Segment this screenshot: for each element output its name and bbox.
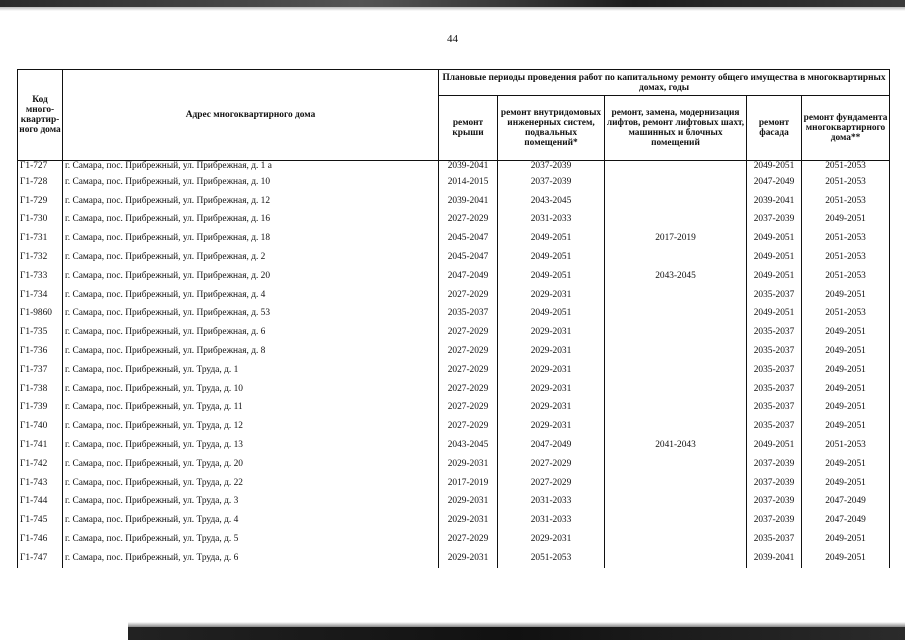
cell-code: Г1-727 <box>18 161 63 174</box>
cell-code: Г1-736 <box>18 342 63 361</box>
cell-code: Г1-734 <box>18 286 63 305</box>
cell-facade: 2037-2039 <box>747 474 802 493</box>
cell-internal-systems: 2027-2029 <box>498 455 605 474</box>
cell-address: г. Самара, пос. Прибрежный, ул. Труда, д. 3 <box>63 493 439 512</box>
cell-code: Г1-731 <box>18 229 63 248</box>
header-address: Адрес многоквартирного дома <box>63 70 439 161</box>
cell-facade: 2049-2051 <box>747 229 802 248</box>
cell-internal-systems: 2049-2051 <box>498 229 605 248</box>
cell-code: Г1-742 <box>18 455 63 474</box>
header-foundation: ремонт фундамента многоквартирного дома** <box>802 96 890 161</box>
cell-foundation: 2049-2051 <box>802 211 890 230</box>
cell-foundation: 2049-2051 <box>802 380 890 399</box>
cell-internal-systems: 2051-2053 <box>498 549 605 568</box>
cell-roof: 2017-2019 <box>439 474 498 493</box>
cell-roof: 2043-2045 <box>439 436 498 455</box>
cell-internal-systems: 2029-2031 <box>498 361 605 380</box>
cell-elevators <box>605 173 747 192</box>
cell-elevators <box>605 192 747 211</box>
table-header <box>18 70 890 161</box>
cell-code: Г1-744 <box>18 493 63 512</box>
table-row <box>18 455 890 474</box>
cell-roof: 2027-2029 <box>439 323 498 342</box>
cell-code: Г1-740 <box>18 417 63 436</box>
cell-internal-systems: 2029-2031 <box>498 530 605 549</box>
cell-roof: 2035-2037 <box>439 305 498 324</box>
cell-code: Г1-732 <box>18 248 63 267</box>
cell-foundation: 2049-2051 <box>802 549 890 568</box>
cell-internal-systems: 2027-2029 <box>498 474 605 493</box>
page-number: 44 <box>447 33 458 45</box>
cell-foundation: 2049-2051 <box>802 286 890 305</box>
cell-internal-systems: 2029-2031 <box>498 380 605 399</box>
cell-facade: 2049-2051 <box>747 161 802 174</box>
cell-facade: 2039-2041 <box>747 192 802 211</box>
cell-address: г. Самара, пос. Прибрежный, ул. Прибрежная, д. 18 <box>63 229 439 248</box>
cell-elevators: 2017-2019 <box>605 229 747 248</box>
cell-internal-systems: 2029-2031 <box>498 399 605 418</box>
cell-elevators: 2041-2043 <box>605 436 747 455</box>
cell-code: Г1-730 <box>18 211 63 230</box>
cell-foundation: 2047-2049 <box>802 493 890 512</box>
cell-internal-systems: 2043-2045 <box>498 192 605 211</box>
cell-elevators <box>605 549 747 568</box>
table-row <box>18 436 890 455</box>
table-row <box>18 474 890 493</box>
cell-facade: 2035-2037 <box>747 342 802 361</box>
table-row <box>18 305 890 324</box>
table-row <box>18 192 890 211</box>
cell-code: Г1-743 <box>18 474 63 493</box>
table-row <box>18 286 890 305</box>
cell-foundation: 2049-2051 <box>802 323 890 342</box>
cell-internal-systems: 2049-2051 <box>498 267 605 286</box>
table-row <box>18 361 890 380</box>
cell-code: Г1-739 <box>18 399 63 418</box>
cell-foundation: 2049-2051 <box>802 417 890 436</box>
cell-foundation: 2051-2053 <box>802 267 890 286</box>
cell-internal-systems: 2029-2031 <box>498 286 605 305</box>
cell-facade: 2037-2039 <box>747 511 802 530</box>
cell-address: г. Самара, пос. Прибрежный, ул. Прибрежная, д. 10 <box>63 173 439 192</box>
cell-facade: 2037-2039 <box>747 493 802 512</box>
cell-internal-systems: 2037-2039 <box>498 161 605 174</box>
cell-address: г. Самара, пос. Прибрежный, ул. Прибрежная, д. 4 <box>63 286 439 305</box>
cell-roof: 2027-2029 <box>439 380 498 399</box>
cell-roof: 2047-2049 <box>439 267 498 286</box>
scan-edge-top <box>0 0 905 7</box>
cell-address: г. Самара, пос. Прибрежный, ул. Прибрежная, д. 2 <box>63 248 439 267</box>
cell-facade: 2035-2037 <box>747 361 802 380</box>
cell-facade: 2049-2051 <box>747 248 802 267</box>
cell-foundation: 2051-2053 <box>802 248 890 267</box>
cell-code: Г1-728 <box>18 173 63 192</box>
table-row <box>18 248 890 267</box>
cell-roof: 2029-2031 <box>439 511 498 530</box>
cell-address: г. Самара, пос. Прибрежный, ул. Прибрежная, д. 1 а <box>63 161 439 174</box>
cell-facade: 2049-2051 <box>747 436 802 455</box>
cell-roof: 2045-2047 <box>439 248 498 267</box>
cell-foundation: 2051-2053 <box>802 161 890 174</box>
cell-elevators <box>605 361 747 380</box>
cell-internal-systems: 2029-2031 <box>498 417 605 436</box>
cell-internal-systems: 2037-2039 <box>498 173 605 192</box>
cell-elevators <box>605 474 747 493</box>
cell-internal-systems: 2047-2049 <box>498 436 605 455</box>
cell-elevators <box>605 380 747 399</box>
scan-edge-top-shadow <box>0 7 905 11</box>
cell-facade: 2035-2037 <box>747 530 802 549</box>
table-row <box>18 342 890 361</box>
cell-elevators: 2043-2045 <box>605 267 747 286</box>
cell-roof: 2039-2041 <box>439 192 498 211</box>
cell-internal-systems: 2029-2031 <box>498 342 605 361</box>
cell-foundation: 2049-2051 <box>802 455 890 474</box>
cell-address: г. Самара, пос. Прибрежный, ул. Прибрежная, д. 6 <box>63 323 439 342</box>
cell-code: Г1-746 <box>18 530 63 549</box>
cell-internal-systems: 2031-2033 <box>498 511 605 530</box>
cell-address: г. Самара, пос. Прибрежный, ул. Прибрежная, д. 16 <box>63 211 439 230</box>
cell-elevators <box>605 286 747 305</box>
table-row <box>18 549 890 568</box>
table-row <box>18 161 890 174</box>
cell-facade: 2047-2049 <box>747 173 802 192</box>
cell-facade: 2039-2041 <box>747 549 802 568</box>
table-body <box>18 161 890 568</box>
cell-roof: 2045-2047 <box>439 229 498 248</box>
cell-code: Г1-741 <box>18 436 63 455</box>
capital-repair-table <box>17 69 890 568</box>
table-row <box>18 211 890 230</box>
cell-foundation: 2051-2053 <box>802 436 890 455</box>
cell-code: Г1-745 <box>18 511 63 530</box>
cell-facade: 2035-2037 <box>747 323 802 342</box>
cell-foundation: 2049-2051 <box>802 361 890 380</box>
cell-elevators <box>605 323 747 342</box>
cell-foundation: 2047-2049 <box>802 511 890 530</box>
cell-roof: 2027-2029 <box>439 211 498 230</box>
cell-roof: 2027-2029 <box>439 399 498 418</box>
cell-address: г. Самара, пос. Прибрежный, ул. Труда, д. 11 <box>63 399 439 418</box>
header-elevators: ремонт, замена, модернизация лифтов, ремонт лифтовых шахт, машинных и блочных помещений <box>605 96 747 161</box>
cell-elevators <box>605 248 747 267</box>
cell-address: г. Самара, пос. Прибрежный, ул. Труда, д. 12 <box>63 417 439 436</box>
cell-roof: 2029-2031 <box>439 493 498 512</box>
cell-facade: 2049-2051 <box>747 305 802 324</box>
table-row <box>18 417 890 436</box>
cell-address: г. Самара, пос. Прибрежный, ул. Прибрежная, д. 53 <box>63 305 439 324</box>
cell-code: Г1-737 <box>18 361 63 380</box>
cell-facade: 2035-2037 <box>747 417 802 436</box>
header-periods-group: Плановые периоды проведения работ по капитальному ремонту общего имущества в многоквартирных домах, годы <box>439 70 890 96</box>
cell-address: г. Самара, пос. Прибрежный, ул. Труда, д. 13 <box>63 436 439 455</box>
cell-elevators <box>605 342 747 361</box>
cell-code: Г1-747 <box>18 549 63 568</box>
cell-elevators <box>605 417 747 436</box>
table-row <box>18 173 890 192</box>
cell-address: г. Самара, пос. Прибрежный, ул. Труда, д. 22 <box>63 474 439 493</box>
cell-code: Г1-733 <box>18 267 63 286</box>
cell-internal-systems: 2049-2051 <box>498 248 605 267</box>
cell-roof: 2029-2031 <box>439 549 498 568</box>
cell-elevators <box>605 161 747 174</box>
cell-roof: 2014-2015 <box>439 173 498 192</box>
cell-foundation: 2049-2051 <box>802 399 890 418</box>
cell-elevators <box>605 511 747 530</box>
header-roof: ремонт крыши <box>439 96 498 161</box>
header-facade: ремонт фасада <box>747 96 802 161</box>
table-row <box>18 530 890 549</box>
cell-address: г. Самара, пос. Прибрежный, ул. Труда, д. 6 <box>63 549 439 568</box>
header-code: Код много-квартир-ного дома <box>18 70 63 161</box>
cell-internal-systems: 2029-2031 <box>498 323 605 342</box>
cell-address: г. Самара, пос. Прибрежный, ул. Прибрежная, д. 12 <box>63 192 439 211</box>
cell-facade: 2035-2037 <box>747 399 802 418</box>
cell-foundation: 2051-2053 <box>802 229 890 248</box>
table-row <box>18 493 890 512</box>
table-row <box>18 267 890 286</box>
cell-code: Г1-738 <box>18 380 63 399</box>
cell-facade: 2035-2037 <box>747 380 802 399</box>
cell-address: г. Самара, пос. Прибрежный, ул. Прибрежная, д. 20 <box>63 267 439 286</box>
cell-facade: 2049-2051 <box>747 267 802 286</box>
cell-elevators <box>605 399 747 418</box>
cell-code: Г1-735 <box>18 323 63 342</box>
cell-elevators <box>605 530 747 549</box>
cell-elevators <box>605 211 747 230</box>
cell-address: г. Самара, пос. Прибрежный, ул. Труда, д. 1 <box>63 361 439 380</box>
header-internal-systems: ремонт внутридомовых инженерных систем, подвальных помещений* <box>498 96 605 161</box>
cell-internal-systems: 2031-2033 <box>498 211 605 230</box>
cell-internal-systems: 2031-2033 <box>498 493 605 512</box>
table-row <box>18 399 890 418</box>
cell-internal-systems: 2049-2051 <box>498 305 605 324</box>
cell-foundation: 2051-2053 <box>802 192 890 211</box>
cell-elevators <box>605 305 747 324</box>
cell-roof: 2027-2029 <box>439 361 498 380</box>
cell-roof: 2027-2029 <box>439 417 498 436</box>
cell-facade: 2037-2039 <box>747 455 802 474</box>
cell-foundation: 2051-2053 <box>802 305 890 324</box>
cell-roof: 2027-2029 <box>439 530 498 549</box>
cell-roof: 2027-2029 <box>439 342 498 361</box>
cell-roof: 2039-2041 <box>439 161 498 174</box>
cell-address: г. Самара, пос. Прибрежный, ул. Труда, д. 4 <box>63 511 439 530</box>
cell-address: г. Самара, пос. Прибрежный, ул. Прибрежная, д. 8 <box>63 342 439 361</box>
cell-foundation: 2051-2053 <box>802 173 890 192</box>
cell-foundation: 2049-2051 <box>802 342 890 361</box>
cell-facade: 2035-2037 <box>747 286 802 305</box>
cell-foundation: 2049-2051 <box>802 474 890 493</box>
cell-address: г. Самара, пос. Прибрежный, ул. Труда, д. 5 <box>63 530 439 549</box>
cell-elevators <box>605 493 747 512</box>
cell-address: г. Самара, пос. Прибрежный, ул. Труда, д. 10 <box>63 380 439 399</box>
cell-code: Г1-9860 <box>18 305 63 324</box>
cell-facade: 2037-2039 <box>747 211 802 230</box>
cell-address: г. Самара, пос. Прибрежный, ул. Труда, д. 20 <box>63 455 439 474</box>
cell-code: Г1-729 <box>18 192 63 211</box>
table-row <box>18 323 890 342</box>
table-row <box>18 511 890 530</box>
cell-foundation: 2049-2051 <box>802 530 890 549</box>
cell-roof: 2029-2031 <box>439 455 498 474</box>
cell-roof: 2027-2029 <box>439 286 498 305</box>
scan-edge-bottom <box>128 627 905 640</box>
table-row <box>18 229 890 248</box>
table-row <box>18 380 890 399</box>
cell-elevators <box>605 455 747 474</box>
